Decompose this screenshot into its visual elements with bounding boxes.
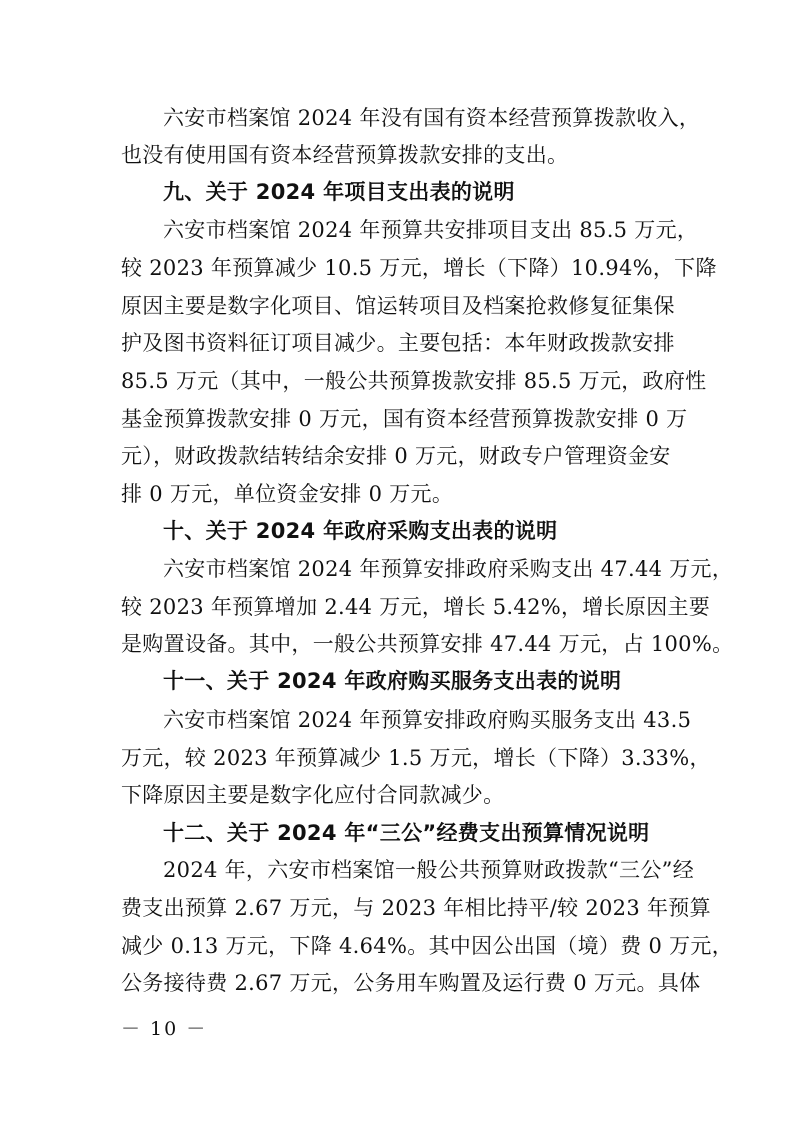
paragraph-line: 原因主要是数字化项目、馆运转项目及档案抢救修复征集保 <box>121 294 675 318</box>
paragraph-line: 护及图书资料征订项目减少。主要包括：本年财政拨款安排 <box>121 331 675 355</box>
section-heading-11: 十一、关于 2024 年政府购买服务支出表的说明 <box>163 669 622 693</box>
paragraph-line: 排 0 万元，单位资金安排 0 万元。 <box>121 482 454 506</box>
paragraph-line: 六安市档案馆 2024 年预算安排政府购买服务支出 43.5 <box>163 708 692 732</box>
paragraph-line: 六安市档案馆 2024 年预算安排政府采购支出 47.44 万元， <box>163 557 734 581</box>
paragraph-line: 也没有使用国有资本经营预算拨款安排的支出。 <box>121 143 569 167</box>
paragraph-line: 较 2023 年预算增加 2.44 万元，增长 5.42%，增长原因主要 <box>121 595 711 619</box>
paragraph-line: 六安市档案馆 2024 年预算共安排项目支出 85.5 万元， <box>163 218 699 242</box>
paragraph-line: 六安市档案馆 2024 年没有国有资本经营预算拨款收入， <box>163 106 701 130</box>
section-heading-10: 十、关于 2024 年政府采购支出表的说明 <box>163 519 558 543</box>
section-heading-9: 九、关于 2024 年项目支出表的说明 <box>163 180 515 204</box>
paragraph-line: 是购置设备。其中，一般公共预算安排 47.44 万元，占 100%。 <box>121 632 734 656</box>
paragraph-line: 费支出预算 2.67 万元，与 2023 年相比持平/较 2023 年预算 <box>121 896 711 920</box>
paragraph-line: 公务接待费 2.67 万元，公务用车购置及运行费 0 万元。具体 <box>121 971 701 995</box>
section-heading-12: 十二、关于 2024 年“三公”经费支出预算情况说明 <box>163 821 650 845</box>
paragraph-line: 下降原因主要是数字化应付合同款减少。 <box>121 783 505 807</box>
paragraph-line: 减少 0.13 万元，下降 4.64%。其中因公出国（境）费 0 万元， <box>121 934 734 958</box>
paragraph-line: 基金预算拨款安排 0 万元，国有资本经营预算拨款安排 0 万 <box>121 407 688 431</box>
paragraph-line: 2024 年，六安市档案馆一般公共预算财政拨款“三公”经 <box>163 858 694 882</box>
page-number: － 10 － <box>121 1018 208 1040</box>
paragraph-line: 元），财政拨款结转结余安排 0 万元，财政专户管理资金安 <box>121 444 671 468</box>
paragraph-line: 较 2023 年预算减少 10.5 万元，增长（下降）10.94%，下降 <box>121 256 717 280</box>
paragraph-line: 85.5 万元（其中，一般公共预算拨款安排 85.5 万元，政府性 <box>121 369 707 393</box>
paragraph-line: 万元，较 2023 年预算减少 1.5 万元，增长（下降）3.33%， <box>121 746 711 770</box>
